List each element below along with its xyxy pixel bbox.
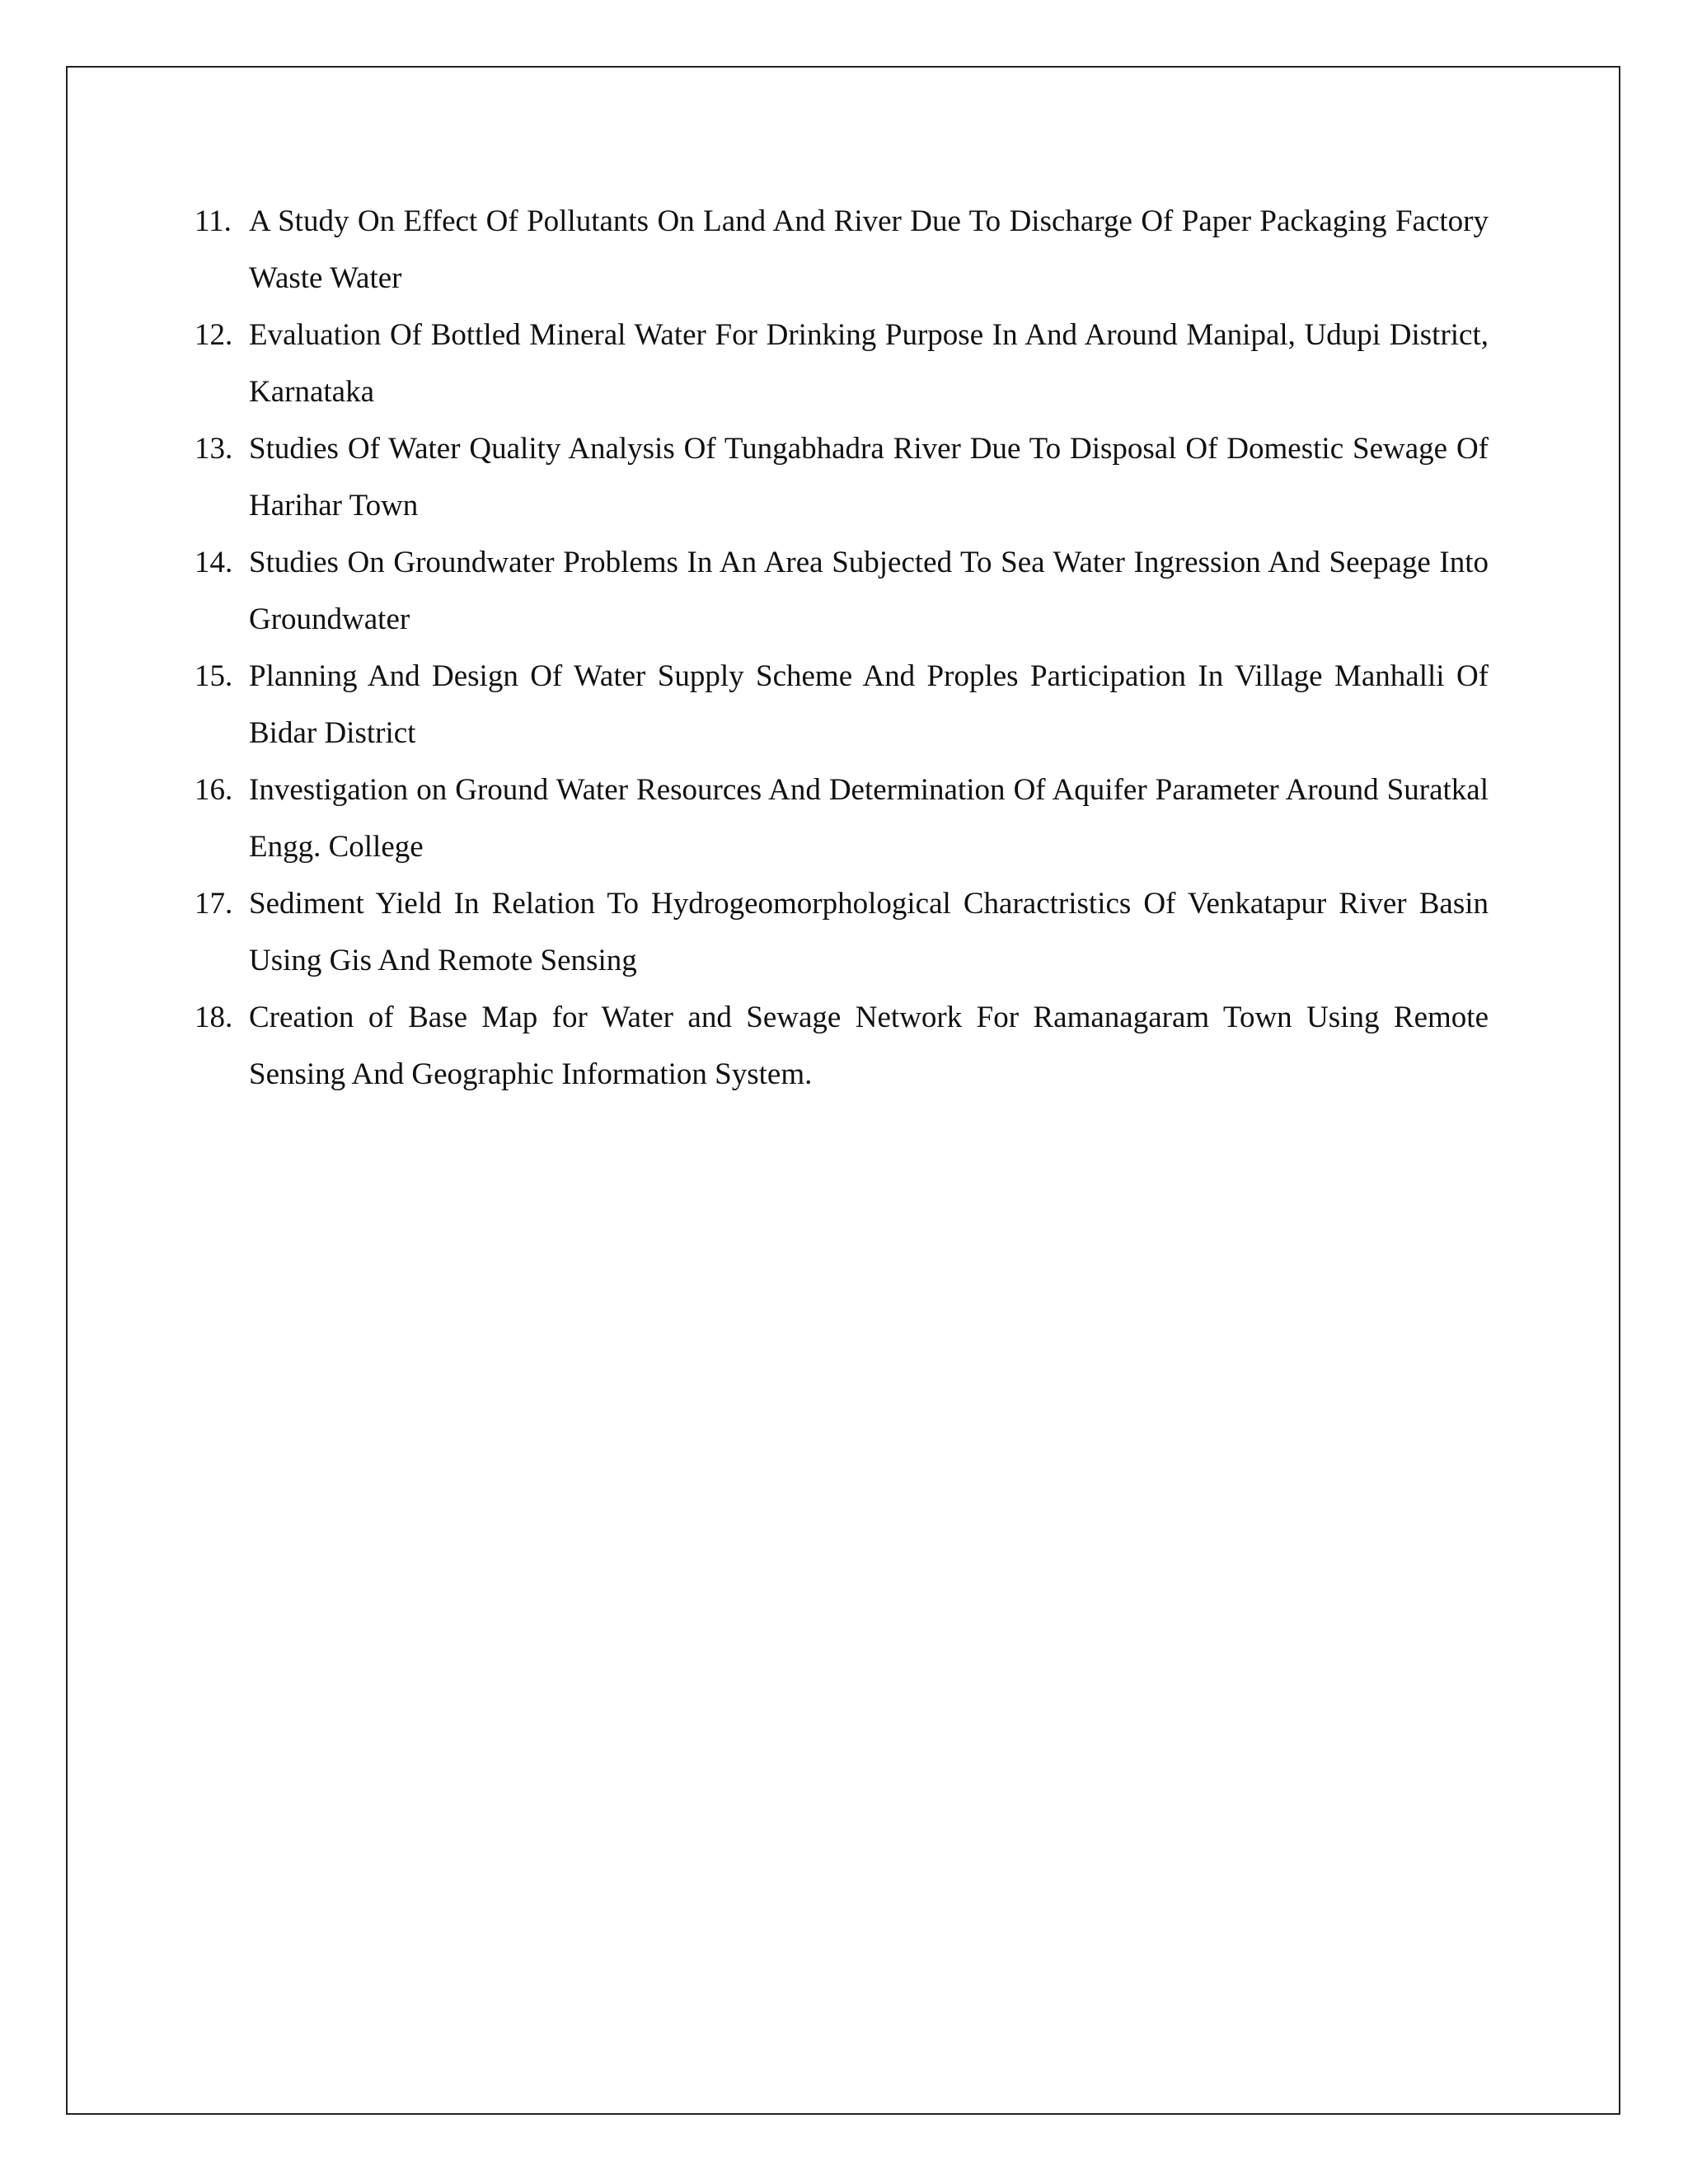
list-item-number: 18. <box>195 1001 233 1034</box>
list-item-title: Studies On Groundwater Problems In An Area Subjected To Sea Water Ingression And Seepage Into Groundwater <box>249 546 1489 636</box>
list-item-number: 13. <box>195 432 233 466</box>
list-item-number: 15. <box>195 659 233 693</box>
list-item <box>195 307 1489 420</box>
list-item <box>195 648 1489 762</box>
list-item-title: Evaluation Of Bottled Mineral Water For Drinking Purpose In And Around Manipal, Udupi District, Karnataka <box>249 318 1489 409</box>
list-item <box>195 420 1489 534</box>
list-item <box>195 193 1489 307</box>
list-item <box>195 762 1489 875</box>
list-item-number: 17. <box>195 887 233 921</box>
list-item <box>195 534 1489 648</box>
list-item-title: Investigation on Ground Water Resources And Determination Of Aquifer Parameter Around Suratkal Engg. College <box>249 773 1489 864</box>
list-item-number: 11. <box>195 204 232 238</box>
list-item-number: 12. <box>195 318 233 352</box>
list-item-number: 14. <box>195 546 233 579</box>
list-item <box>195 989 1489 1103</box>
list-item-title: Creation of Base Map for Water and Sewage Network For Ramanagaram Town Using Remote Sensing And Geographic Information System. <box>249 1001 1489 1091</box>
project-list <box>195 193 1489 1103</box>
list-item-title: Sediment Yield In Relation To Hydrogeomorphological Charactristics Of Venkatapur River Basin Using Gis And Remote Sensing <box>249 887 1489 977</box>
list-item-title: A Study On Effect Of Pollutants On Land And River Due To Discharge Of Paper Packaging Factory Waste Water <box>249 204 1489 295</box>
list-item-title: Planning And Design Of Water Supply Scheme And Proples Participation In Village Manhalli Of Bidar District <box>249 659 1489 750</box>
list-item-number: 16. <box>195 773 233 807</box>
list-item <box>195 875 1489 989</box>
list-item-title: Studies Of Water Quality Analysis Of Tungabhadra River Due To Disposal Of Domestic Sewage Of Harihar Town <box>249 432 1489 523</box>
